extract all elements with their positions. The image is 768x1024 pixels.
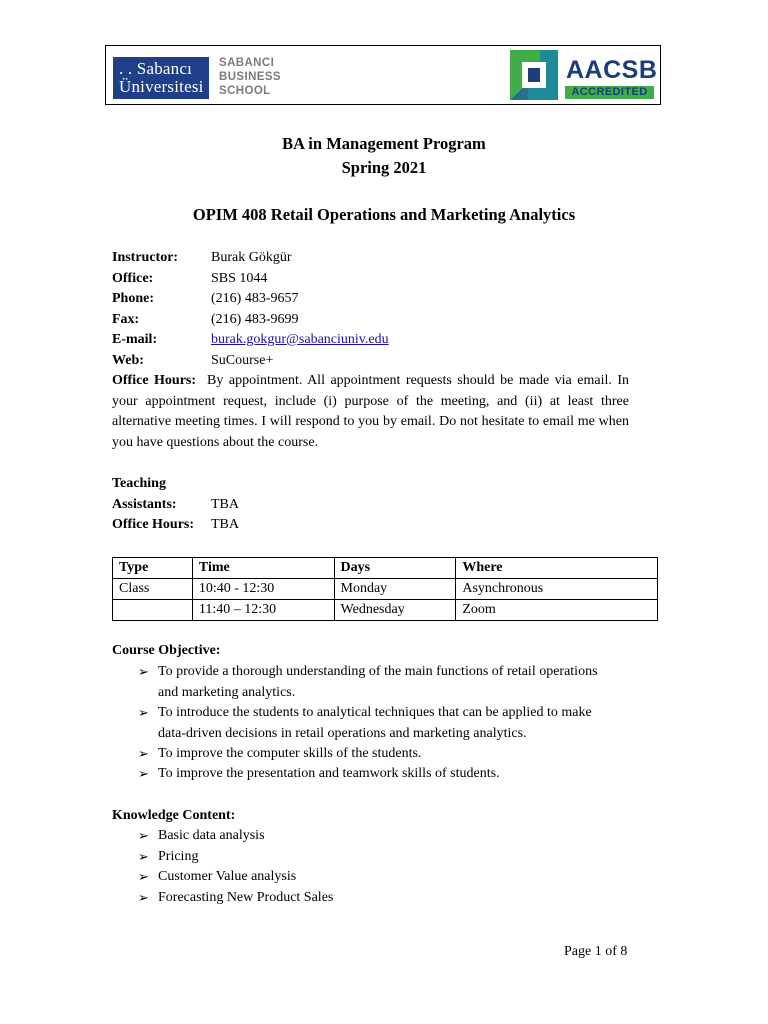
objective-item: To improve the presentation and teamwork skills of students. — [158, 766, 500, 781]
aacsb-accredited-logo — [510, 50, 658, 100]
instructor-label: Instructor: — [112, 250, 179, 265]
office-hours-line: you have questions about the course. — [112, 434, 319, 450]
school-line: BUSINESS — [219, 71, 281, 83]
sabanci-university-logo — [113, 57, 209, 99]
school-line: SABANCI — [219, 57, 275, 69]
office-value: SBS 1044 — [211, 271, 268, 286]
objective-item: To provide a thorough understanding of the main functions of retail operations — [158, 664, 598, 679]
aacsb-wordmark: AACSB — [566, 56, 658, 84]
su-logo-line1: . . Sabancı — [119, 59, 193, 78]
knowledge-item: Customer Value analysis — [158, 869, 297, 884]
sabanci-business-school-wordmark — [219, 56, 309, 98]
table-header-cell: Time — [192, 558, 334, 579]
program-title: BA in Management Program — [282, 134, 486, 153]
term-title: Spring 2021 — [341, 158, 427, 177]
table-row — [113, 579, 658, 600]
table-cell: Monday — [334, 579, 456, 600]
office-hours-line: your appointment request, include (i) purpose of the meeting, and (ii) at least three — [112, 393, 629, 409]
teaching-label: Teaching — [112, 476, 166, 491]
objective-item-continuation: data-driven decisions in retail operations and marketing analytics. — [158, 726, 527, 741]
knowledge-item: Forecasting New Product Sales — [158, 890, 334, 905]
instructor-value: Burak Gökgür — [211, 250, 292, 265]
course-objective-heading: Course Objective: — [112, 643, 221, 658]
arrow-bullet-icon: ➢ — [138, 664, 149, 679]
table-header-cell: Days — [334, 558, 456, 579]
table-cell — [113, 600, 193, 621]
assistants-value: TBA — [211, 497, 239, 512]
web-label: Web: — [112, 353, 144, 368]
office-hours-text: By appointment. All appointment requests should be made via email. In — [207, 373, 630, 388]
knowledge-item: Pricing — [158, 849, 199, 864]
knowledge-item: Basic data analysis — [158, 828, 265, 843]
arrow-bullet-icon: ➢ — [138, 869, 149, 884]
objective-item-continuation: and marketing analytics. — [158, 685, 296, 700]
email-link[interactable]: burak.gokgur@sabanciuniv.edu — [211, 332, 389, 347]
phone-value: (216) 483-9657 — [211, 291, 299, 306]
assistants-label: Assistants: — [112, 497, 177, 512]
school-line: SCHOOL — [219, 85, 271, 97]
knowledge-content-heading: Knowledge Content: — [112, 808, 236, 823]
office-hours-line — [112, 371, 629, 392]
arrow-bullet-icon: ➢ — [138, 766, 149, 781]
web-value: SuCourse+ — [211, 353, 274, 368]
ta-office-hours-value: TBA — [211, 517, 239, 532]
table-cell: Asynchronous — [456, 579, 658, 600]
table-cell: Zoom — [456, 600, 658, 621]
arrow-bullet-icon: ➢ — [138, 705, 149, 720]
email-label: E-mail: — [112, 332, 158, 347]
aacsb-mark-icon — [510, 50, 558, 100]
office-hours-label: Office Hours: — [112, 373, 197, 388]
table-cell: 11:40 – 12:30 — [192, 600, 334, 621]
arrow-bullet-icon: ➢ — [138, 890, 149, 905]
office-hours-line: alternative meeting times. I will respond to you by email. Do not hesitate to email me when — [112, 414, 629, 430]
schedule-table — [112, 557, 658, 621]
fax-label: Fax: — [112, 312, 140, 327]
fax-value: (216) 483-9699 — [211, 312, 299, 327]
arrow-bullet-icon: ➢ — [138, 828, 149, 843]
table-cell: Class — [113, 579, 193, 600]
table-cell: 10:40 - 12:30 — [192, 579, 334, 600]
objective-item: To improve the computer skills of the students. — [158, 746, 422, 761]
table-row — [113, 600, 658, 621]
office-hours-paragraph — [112, 371, 629, 453]
arrow-bullet-icon: ➢ — [138, 849, 149, 864]
office-label: Office: — [112, 271, 154, 286]
table-header-cell: Type — [113, 558, 193, 579]
su-logo-line2: Üniversitesi — [119, 77, 204, 96]
objective-item: To introduce the students to analytical techniques that can be applied to make — [158, 705, 592, 720]
accredited-badge: ACCREDITED — [565, 86, 654, 99]
ta-office-hours-label: Office Hours: — [112, 517, 195, 532]
course-title: OPIM 408 Retail Operations and Marketing Analytics — [192, 205, 576, 224]
arrow-bullet-icon: ➢ — [138, 746, 149, 761]
table-cell: Wednesday — [334, 600, 456, 621]
page-number: Page 1 of 8 — [564, 944, 628, 959]
phone-label: Phone: — [112, 291, 154, 306]
table-header-cell: Where — [456, 558, 658, 579]
table-header-row — [113, 558, 658, 579]
